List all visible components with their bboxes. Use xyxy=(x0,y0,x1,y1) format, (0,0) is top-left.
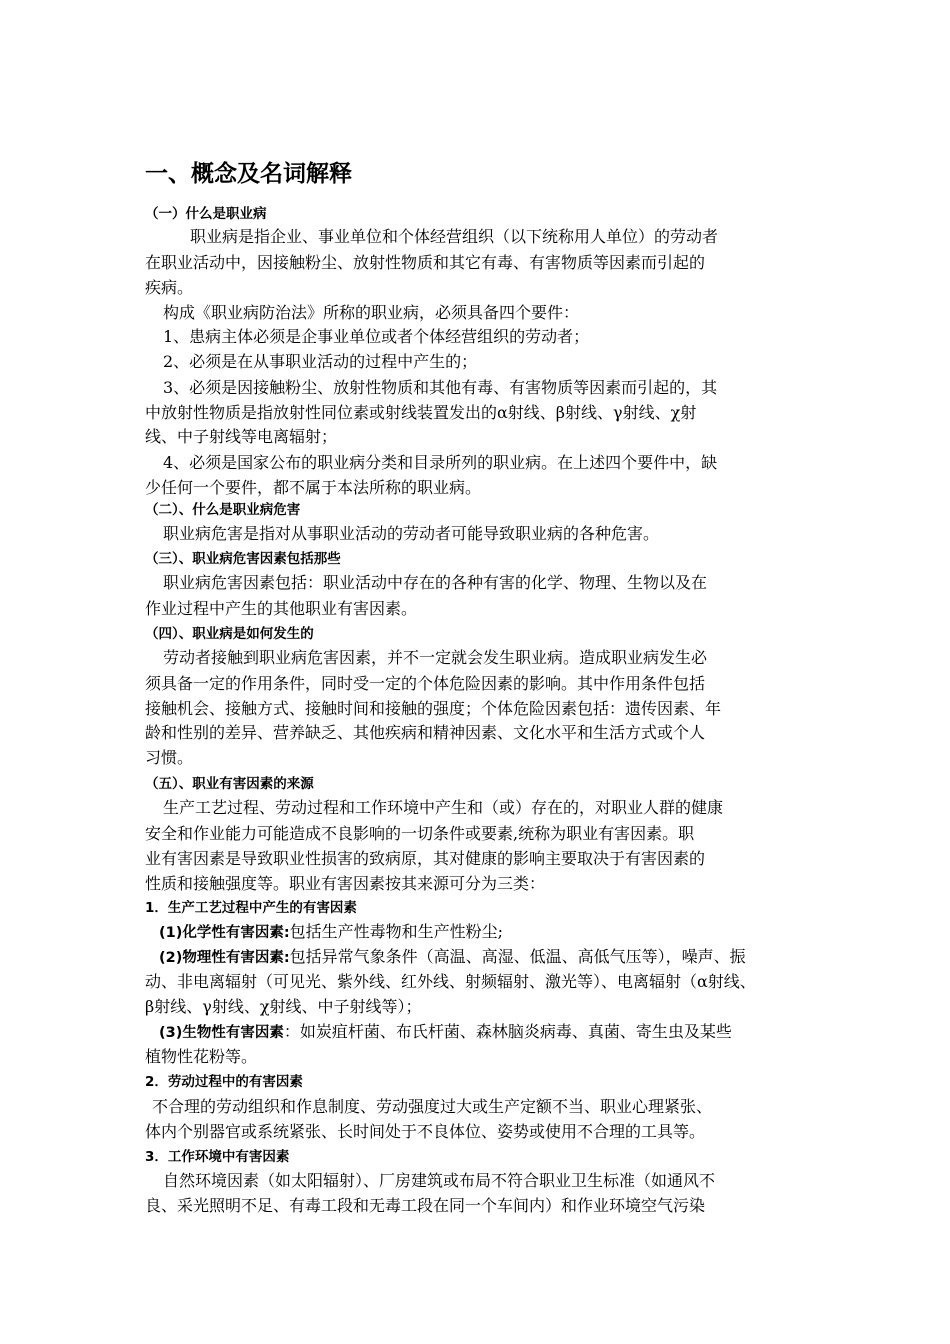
heading-hazard-sources: （五）、职业有害因素的来源 xyxy=(145,776,314,792)
chemical-factors-line xyxy=(159,919,503,946)
paragraph-line: 作业过程中产生的其他职业有害因素。 xyxy=(145,599,418,618)
chemical-factors-text: 包括生产性毒物和生产性粉尘; xyxy=(289,922,504,941)
subheading-labor-factors: 2．劳动过程中的有害因素 xyxy=(145,1074,303,1090)
paragraph-line: 习惯。 xyxy=(145,748,194,767)
paragraph-line: 职业病危害因素包括：职业活动中存在的各种有害的化学、物理、生物以及在 xyxy=(163,573,708,592)
physical-factors-cont: 动、非电离辐射（可见光、紫外线、红外线、射频辐射、激光等）、电离辐射（α射线、 xyxy=(145,972,756,991)
physical-factors-cont: β射线、γ射线、χ射线、中子射线等）； xyxy=(145,997,422,1016)
biological-factors-text: ：如炭疽杆菌、布氏杆菌、森林脑炎病毒、真菌、寄生虫及某些 xyxy=(283,1022,732,1041)
requirement-4-cont: 少任何一个要件，都不属于本法所称的职业病。 xyxy=(145,478,482,497)
paragraph-line: 龄和性别的差异、营养缺乏、其他疾病和精神因素、文化水平和生活方式或个人 xyxy=(145,723,706,742)
paragraph-line: 职业病危害是指对从事职业活动的劳动者可能导致职业病的各种危害。 xyxy=(163,524,660,543)
paragraph-line: 生产工艺过程、劳动过程和工作环境中产生和（或）存在的，对职业人群的健康 xyxy=(163,798,724,817)
paragraph-line: 疾病。 xyxy=(145,278,194,297)
physical-factors-text: 包括异常气象条件（高温、高湿、低温、高低气压等），噪声、振 xyxy=(289,947,746,966)
paragraph-line: 自然环境因素（如太阳辐射）、厂房建筑或布局不符合职业卫生标准（如通风不 xyxy=(163,1171,716,1190)
paragraph-line: 职业病是指企业、事业单位和个体经营组织（以下统称用人单位）的劳动者 xyxy=(190,227,719,246)
section-title: 一、概念及名词解释 xyxy=(145,161,352,187)
chemical-factors-label: (1)化学性有害因素: xyxy=(159,925,290,941)
requirement-2: 2、必须是在从事职业活动的过程中产生的； xyxy=(163,352,478,371)
paragraph-line: 业有害因素是导致职业性损害的致病原，其对健康的影响主要取决于有害因素的 xyxy=(145,849,706,868)
paragraph-line: 良、采光照明不足、有毒工段和无毒工段在同一个车间内）和作业环境空气污染 xyxy=(145,1196,706,1215)
heading-occupational-hazard: （二）、什么是职业病危害 xyxy=(145,502,301,518)
physical-factors-label: (2)物理性有害因素: xyxy=(159,950,290,966)
heading-what-is-occupational-disease: （一）什么是职业病 xyxy=(145,206,267,222)
paragraph-line: 须具备一定的作用条件，同时受一定的个体危险因素的影响。其中作用条件包括 xyxy=(145,674,706,693)
requirement-1: 1、患病主体必须是企事业单位或者个体经营组织的劳动者； xyxy=(163,327,590,346)
biological-factors-line xyxy=(159,1019,732,1046)
paragraph-line: 不合理的劳动组织和作息制度、劳动强度过大或生产定额不当、职业心理紧张、 xyxy=(152,1097,713,1116)
requirement-4: 4、必须是国家公布的职业病分类和目录所列的职业病。在上述四个要件中，缺 xyxy=(163,453,718,472)
biological-factors-cont: 植物性花粉等。 xyxy=(145,1047,258,1066)
requirement-3: 3、必须是因接触粉尘、放射性物质和其他有毒、有害物质等因素而引起的，其 xyxy=(163,378,718,397)
paragraph-line: 劳动者接触到职业病危害因素，并不一定就会发生职业病。造成职业病发生必 xyxy=(163,648,708,667)
paragraph-line: 构成《职业病防治法》所称的职业病，必须具备四个要件： xyxy=(163,303,580,322)
subheading-process-factors: 1．生产工艺过程中产生的有害因素 xyxy=(145,900,357,916)
paragraph-line: 性质和接触强度等。职业有害因素按其来源可分为三类： xyxy=(145,874,546,893)
physical-factors-line xyxy=(159,944,746,971)
paragraph-line: 在职业活动中，因接触粉尘、放射性物质和其它有毒、有害物质等因素而引起的 xyxy=(145,253,706,272)
requirement-3-cont: 线、中子射线等电离辐射； xyxy=(145,427,338,446)
paragraph-line: 接触机会、接触方式、接触时间和接触的强度；个体危险因素包括：遗传因素、年 xyxy=(145,699,722,718)
heading-hazard-factors: （三）、职业病危害因素包括那些 xyxy=(145,551,341,567)
requirement-3-cont: 中放射性物质是指放射性同位素或射线装置发出的α射线、β射线、γ射线、χ射 xyxy=(145,403,697,422)
heading-how-disease-occurs: （四）、职业病是如何发生的 xyxy=(145,626,314,642)
paragraph-line: 体内个别器官或系统紧张、长时间处于不良体位、姿势或使用不合理的工具等。 xyxy=(145,1122,706,1141)
paragraph-line: 安全和作业能力可能造成不良影响的一切条件或要素,统称为职业有害因素。职 xyxy=(145,824,695,843)
subheading-environment-factors: 3．工作环境中有害因素 xyxy=(145,1149,290,1165)
biological-factors-label: (3)生物性有害因素 xyxy=(159,1025,284,1041)
